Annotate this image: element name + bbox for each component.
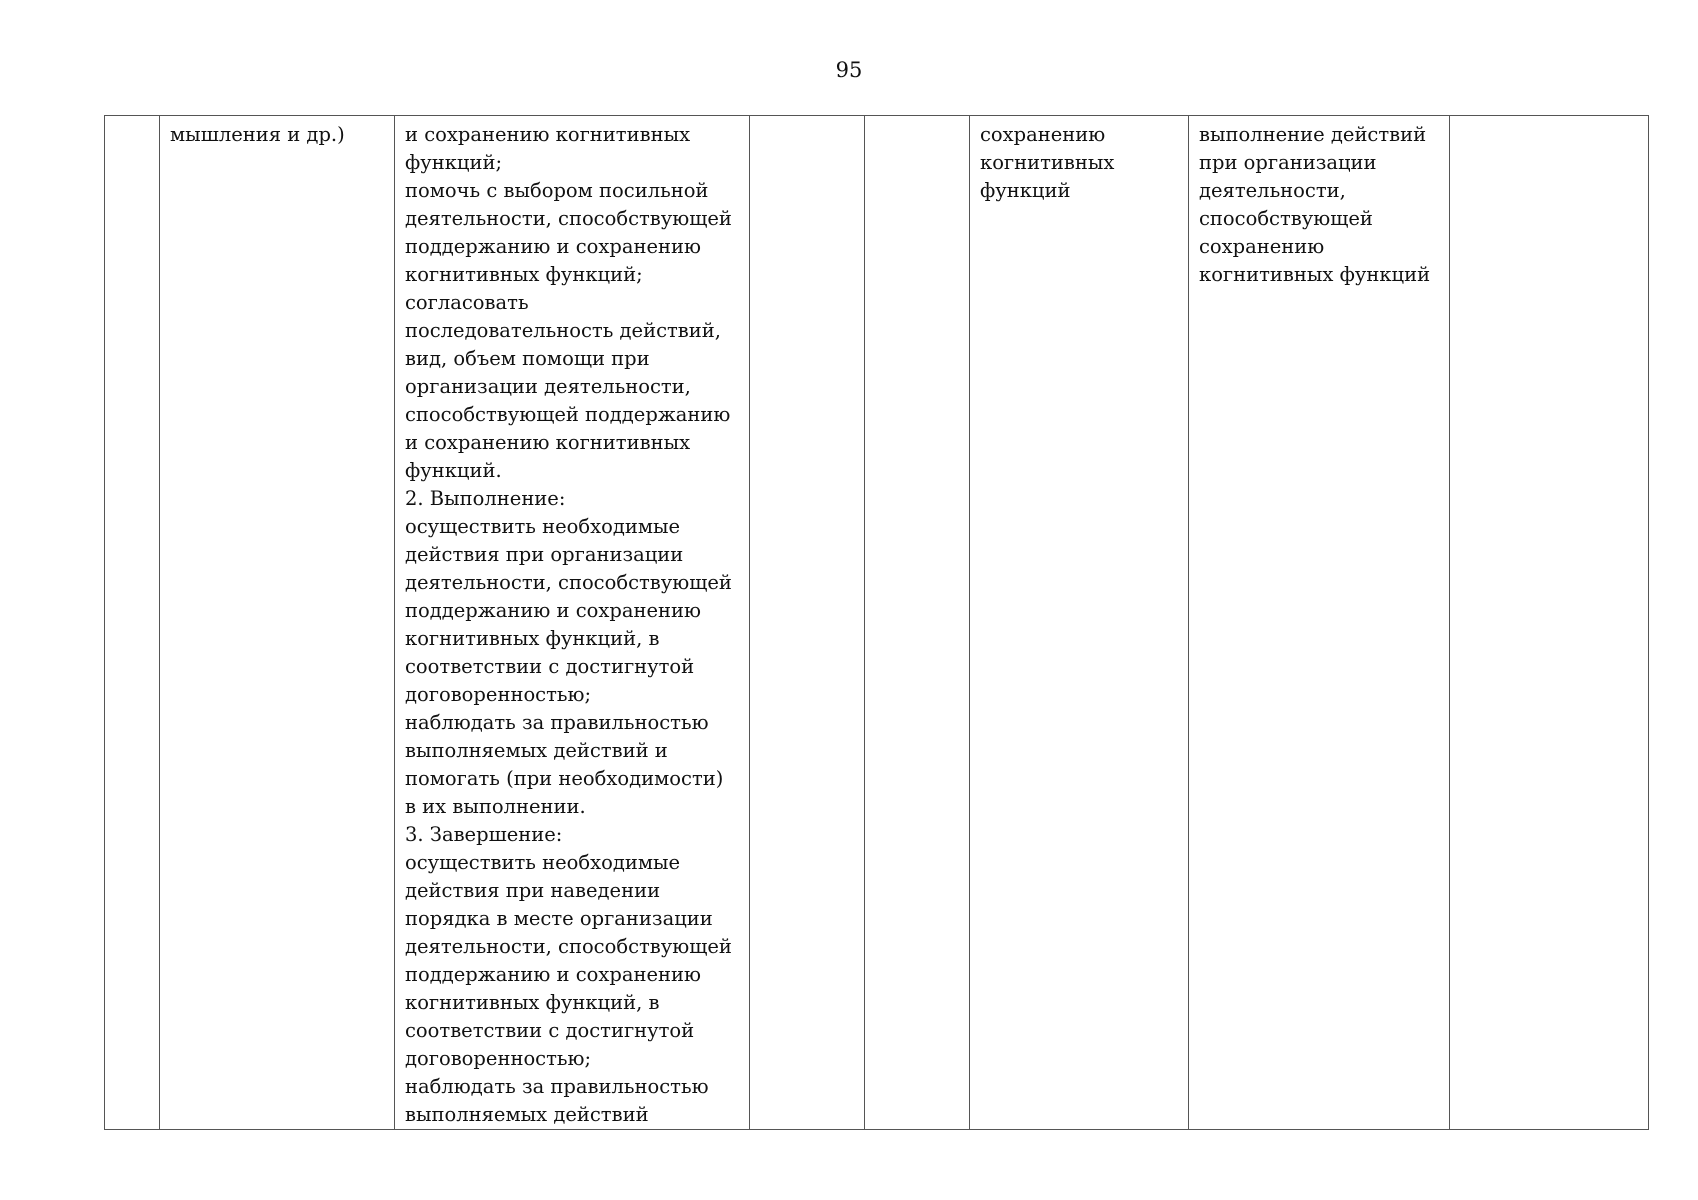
cell-quality: выполнение действий при организации деятельности, способствующей сохранению когнитивных функций bbox=[1189, 116, 1450, 1130]
cell-service-name: мышления и др.) bbox=[160, 116, 395, 1130]
table-row bbox=[105, 116, 1649, 1130]
page-number: 95 bbox=[835, 58, 863, 82]
cell-norm-1 bbox=[750, 116, 865, 1130]
cell-result: сохранению когнитивных функций bbox=[970, 116, 1189, 1130]
cell-service-description: и сохранению когнитивных функций; помочь с выбором посильной деятельности, способствующей поддержанию и сохранению когнитивных функций; согласовать последовательность действий, вид, объем помощи при организации деятельности, способствующей поддержанию и сохранению когнитивных функций. 2. Выполнение: осуществить необходимые действия при организации деятельности, способствующей поддержанию и сохранению когнитивных функций, в соответствии с достигнутой договоренностью; наблюдать за правильностью выполняемых действий и помогать (при необходимости) в их выполнении. 3. Завершение: осуществить необходимые действия при наведении порядка в месте организации деятельности, способствующей поддержанию и сохранению когнитивных функций, в соответствии с достигнутой договоренностью; наблюдать за правильностью выполняемых действий bbox=[395, 116, 750, 1130]
cell-conditions bbox=[1450, 116, 1649, 1130]
cell-norm-2 bbox=[865, 116, 970, 1130]
cell-number bbox=[105, 116, 160, 1130]
services-table bbox=[104, 115, 1649, 1130]
